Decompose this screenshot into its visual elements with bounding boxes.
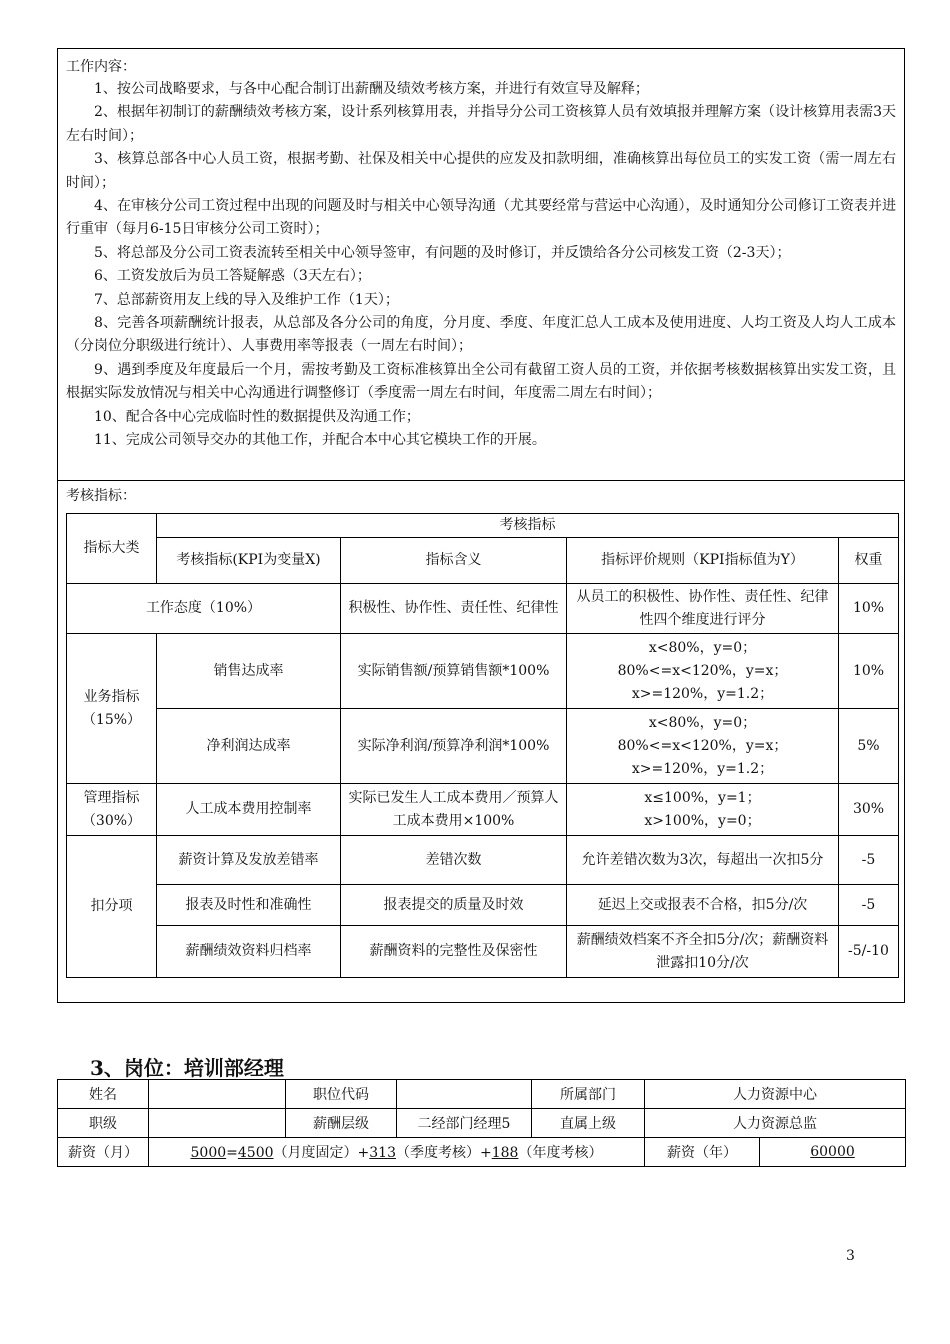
business-category: 业务指标（15%） (67, 634, 157, 784)
kpi-header-group: 考核指标 (157, 514, 899, 538)
deduction-rule: 延迟上交或报表不合格，扣5分/次 (567, 885, 839, 926)
deduction-weight: -5/-10 (839, 926, 899, 978)
work-item: 6、工资发放后为员工答疑解惑（3天左右）； (94, 268, 371, 285)
position-info-table (57, 1079, 906, 1167)
salary-fixed-note: （月度固定）+ (273, 1145, 370, 1161)
deduction-meaning: 薪酬资料的完整性及保密性 (341, 926, 567, 978)
deduction-meaning: 差错次数 (341, 836, 567, 885)
deduction-kpi: 报表及时性和准确性 (157, 885, 341, 926)
kpi-header-rule: 指标评价规则（KPI指标值为Y） (567, 538, 839, 584)
kpi-table (66, 513, 899, 978)
rule-line: x>=120%，y=1.2； (631, 685, 774, 702)
level-value: 二经部门经理5 (397, 1109, 532, 1138)
salary-year-value (760, 1138, 906, 1167)
work-item: 7、总部薪资用友上线的导入及维护工作（1天）； (94, 291, 399, 308)
kpi-header-meaning: 指标含义 (341, 538, 567, 584)
work-content-heading: 工作内容： (66, 59, 136, 75)
deduction-weight: -5 (839, 836, 899, 885)
rule-line: x≤100%，y=1； (644, 789, 761, 806)
business-meaning: 实际净利润/预算净利润*100% (341, 709, 567, 784)
rule-line: x>100%，y=0； (644, 812, 761, 829)
deduction-kpi: 薪资计算及发放差错率 (157, 836, 341, 885)
level-label: 薪酬层级 (286, 1109, 397, 1138)
deduction-meaning: 报表提交的质量及时效 (341, 885, 567, 926)
work-content-section (58, 49, 904, 481)
work-item: 3、核算总部各中心人员工资，根据考勤、社保及相关中心提供的应发及扣款明细，准确核算出每位员工的实发工资（需一周左右时间）； (66, 151, 896, 191)
business-rule (567, 634, 839, 709)
name-label: 姓名 (58, 1080, 149, 1109)
work-item: 9、遇到季度及年度最后一个月，需按考勤及工资标准核算出全公司有截留工资人员的工资，并依据考核数据核算出实发工资，且根据实际发放情况与相关中心沟通进行调整修订（季度需一周左右时间，年度需二周左右时间）； (66, 361, 896, 402)
work-item: 10、配合各中心完成临时性的数据提供及沟通工作； (94, 408, 420, 425)
code-label: 职位代码 (286, 1080, 397, 1109)
salary-quarter-note: （季度考核）+ (396, 1145, 492, 1161)
superior-label: 直属上级 (532, 1109, 645, 1138)
grade-label: 职级 (58, 1109, 149, 1138)
work-item: 11、完成公司领导交办的其他工作，并配合本中心其它模块工作的开展。 (94, 432, 546, 449)
work-item: 1、按公司战略要求，与各中心配合制订出薪酬及绩效考核方案，并进行有效宣导及解释； (94, 81, 649, 97)
job-description-box (57, 48, 905, 1003)
rule-line: x<80%，y=0； (648, 714, 757, 731)
salary-fixed: 4500 (237, 1145, 274, 1161)
management-meaning: 实际已发生人工成本费用／预算人工成本费用×100% (341, 784, 567, 836)
kpi-header-category: 指标大类 (67, 514, 157, 584)
business-weight: 10% (839, 634, 899, 709)
code-value (397, 1080, 532, 1109)
salary-quarter: 313 (369, 1145, 396, 1161)
business-meaning: 实际销售额/预算销售额*100% (341, 634, 567, 709)
page-number: 3 (846, 1248, 855, 1264)
kpi-header-weight: 权重 (839, 538, 899, 584)
deduction-kpi: 薪酬绩效资料归档率 (157, 926, 341, 978)
work-item: 8、完善各项薪酬统计报表，从总部及各分公司的角度，分月度、季度、年度汇总人工成本及使用进度、人均工资及人均人工成本（分岗位分职级进行统计）、人事费用率等报表（一周左右时间）； (66, 315, 896, 355)
salary-eq: = (226, 1145, 238, 1161)
deduction-category: 扣分项 (67, 836, 157, 978)
salary-year-bonus: 188 (491, 1145, 519, 1161)
kpi-section-label: 考核指标： (66, 488, 136, 504)
attitude-rule: 从员工的积极性、协作性、责任性、纪律性四个维度进行评分 (567, 584, 839, 634)
work-item: 5、将总部及分公司工资表流转至相关中心领导签审，有问题的及时修订，并反馈给各分公司核发工资（2-3天）； (94, 244, 791, 261)
attitude-name: 工作态度（10%） (67, 584, 341, 634)
grade-value (149, 1109, 286, 1138)
deduction-rule: 薪酬绩效档案不齐全扣5分/次；薪酬资料泄露扣10分/次 (567, 926, 839, 978)
attitude-weight: 10% (839, 584, 899, 634)
business-weight: 5% (839, 709, 899, 784)
management-weight: 30% (839, 784, 899, 836)
salary-month-label: 薪资（月） (58, 1138, 149, 1167)
deduction-weight: -5 (839, 885, 899, 926)
management-category: 管理指标（30%） (67, 784, 157, 836)
rule-line: x>=120%，y=1.2； (631, 760, 774, 777)
salary-month-breakdown (149, 1138, 645, 1167)
rule-line: 80%<=x<120%，y=x； (617, 662, 788, 679)
rule-line: x<80%，y=0； (648, 639, 757, 656)
salary-year-bonus-note: （年度考核） (518, 1145, 603, 1161)
position-title: 3、岗位：培训部经理 (90, 1056, 284, 1080)
work-item: 4、在审核分公司工资过程中出现的问题及时与相关中心领导沟通（尤其要经常与营运中心沟通），及时通知分公司修订工资表并进行重审（每月6-15日审核分公司工资时）； (66, 198, 896, 238)
business-rule (567, 709, 839, 784)
dept-value: 人力资源中心 (645, 1080, 906, 1109)
salary-total: 5000 (190, 1145, 227, 1161)
attitude-meaning: 积极性、协作性、责任性、纪律性 (341, 584, 567, 634)
name-value (149, 1080, 286, 1109)
kpi-header-kpi: 考核指标(KPI为变量X) (157, 538, 341, 584)
dept-label: 所属部门 (532, 1080, 645, 1109)
rule-line: 80%<=x<120%，y=x； (617, 737, 788, 754)
management-kpi: 人工成本费用控制率 (157, 784, 341, 836)
deduction-rule: 允许差错次数为3次，每超出一次扣5分 (567, 836, 839, 885)
superior-value: 人力资源总监 (645, 1109, 906, 1138)
business-kpi: 净利润达成率 (157, 709, 341, 784)
salary-year-label: 薪资（年） (645, 1138, 760, 1167)
salary-year-amount: 60000 (810, 1144, 855, 1160)
management-rule (567, 784, 839, 836)
work-item: 2、根据年初制订的薪酬绩效考核方案，设计系列核算用表，并指导分公司工资核算人员有效填报并理解方案（设计核算用表需3天左右时间）； (66, 104, 896, 144)
business-kpi: 销售达成率 (157, 634, 341, 709)
